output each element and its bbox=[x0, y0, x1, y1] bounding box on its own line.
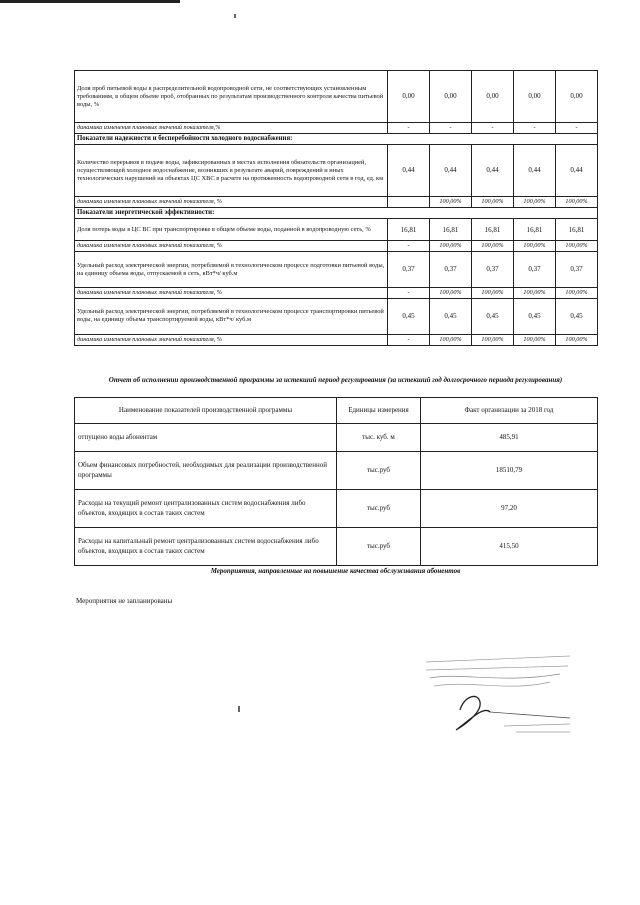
indicator-value: 16,81 bbox=[556, 219, 598, 241]
dynamics-value: - bbox=[388, 123, 430, 134]
indicator-label: Доля проб питьевой воды в распределительной водопроводной сети, не соответствующих установленным требованиям, в общем объеме проб, отобранных по результатам производственного контроля качества питьевой воды, % bbox=[75, 71, 388, 123]
dynamics-row bbox=[75, 241, 598, 252]
indicator-row bbox=[75, 298, 598, 334]
report-row-unit: тыс.руб bbox=[337, 490, 421, 528]
dynamics-value: 100,00% bbox=[430, 241, 472, 252]
dynamics-value: - bbox=[472, 123, 514, 134]
report-row bbox=[75, 452, 598, 490]
report-table bbox=[74, 397, 598, 566]
indicator-value: 0,44 bbox=[472, 145, 514, 197]
indicator-value: 0,44 bbox=[556, 145, 598, 197]
scan-mark bbox=[234, 14, 236, 18]
dynamics-value: 100,00% bbox=[556, 288, 598, 299]
dynamics-row bbox=[75, 123, 598, 134]
indicator-value: 0,37 bbox=[472, 252, 514, 288]
dynamics-value: - bbox=[430, 123, 472, 134]
dynamics-value: 100,00% bbox=[472, 288, 514, 299]
indicators-table-body bbox=[75, 71, 598, 346]
dynamics-row bbox=[75, 288, 598, 299]
report-row-unit: тыс. куб. м bbox=[337, 424, 421, 452]
dynamics-value: 100,00% bbox=[514, 241, 556, 252]
report-row-value: 415,50 bbox=[421, 528, 598, 566]
indicator-label: Доля потерь воды в ЦС ВС при транспортировке в общем объеме воды, поданной в водопроводную сеть, % bbox=[75, 219, 388, 241]
indicators-table bbox=[74, 70, 598, 346]
report-row-name: отпущено воды абонентам bbox=[75, 424, 337, 452]
indicator-value: 0,37 bbox=[556, 252, 598, 288]
indicator-value: 0,44 bbox=[514, 145, 556, 197]
dynamics-value: 100,00% bbox=[556, 241, 598, 252]
report-title: Отчет об исполнении производственной программы за истекший период регулирования (за истекший год долгосрочного периода регулирования) bbox=[108, 376, 563, 384]
dynamics-row bbox=[75, 334, 598, 345]
dynamics-label: динамика изменения плановых значений показателя, % bbox=[75, 241, 388, 252]
scan-mark bbox=[238, 706, 240, 712]
measures-title: Мероприятия, направленные на повышение качества обслуживания абонентов bbox=[210, 567, 461, 575]
dynamics-value: 100,00% bbox=[472, 334, 514, 345]
section-header-row bbox=[75, 133, 598, 144]
dynamics-value: - bbox=[388, 241, 430, 252]
indicator-value: 0,37 bbox=[514, 252, 556, 288]
indicator-value: 0,37 bbox=[388, 252, 430, 288]
section-header-row bbox=[75, 207, 598, 218]
header-fact: Факт организации за 2018 год bbox=[421, 398, 598, 424]
measures-text: Мероприятия не запланированы bbox=[76, 597, 173, 605]
dynamics-value: - bbox=[514, 123, 556, 134]
indicator-value: 0,45 bbox=[430, 298, 472, 334]
indicator-value: 0,00 bbox=[388, 71, 430, 123]
report-row-value: 97,20 bbox=[421, 490, 598, 528]
top-edge-line bbox=[0, 0, 180, 3]
dynamics-label: динамика изменения плановых значений показателя,% bbox=[75, 123, 388, 134]
indicator-label: Удельный расход электрической энергии, потребляемой в технологическом процессе подготовки питьевой воды, на единицу объема воды, отпускаемой в сеть, кВт*ч/ куб.м bbox=[75, 252, 388, 288]
dynamics-value: 100,00% bbox=[430, 288, 472, 299]
indicator-row bbox=[75, 145, 598, 197]
dynamics-value: 100,00% bbox=[472, 241, 514, 252]
dynamics-value: 100,00% bbox=[514, 334, 556, 345]
dynamics-value: 100,00% bbox=[430, 197, 472, 208]
indicator-value: 0,44 bbox=[388, 145, 430, 197]
report-row-name: Расходы на капитальный ремонт централизованных систем водоснабжения либо объектов, входящих в состав таких систем bbox=[75, 528, 337, 566]
indicator-value: 0,00 bbox=[556, 71, 598, 123]
report-row-value: 18510,79 bbox=[421, 452, 598, 490]
header-unit: Единицы измерения bbox=[337, 398, 421, 424]
dynamics-label: динамика изменения плановых значений показателя, % bbox=[75, 288, 388, 299]
indicator-value: 0,45 bbox=[388, 298, 430, 334]
indicator-value: 0,45 bbox=[472, 298, 514, 334]
report-row bbox=[75, 490, 598, 528]
indicator-value: 0,00 bbox=[430, 71, 472, 123]
indicator-value: 0,00 bbox=[514, 71, 556, 123]
dynamics-value: 100,00% bbox=[556, 334, 598, 345]
report-row-name: Объем финансовых потребностей, необходимых для реализации производственной программы bbox=[75, 452, 337, 490]
section-title: Показатели энергетической эффективности: bbox=[75, 207, 598, 218]
indicator-value: 0,44 bbox=[430, 145, 472, 197]
dynamics-row bbox=[75, 197, 598, 208]
dynamics-value: 100,00% bbox=[556, 197, 598, 208]
report-row-name: Расходы на текущий ремонт централизованных систем водоснабжения либо объектов, входящих в состав таких систем bbox=[75, 490, 337, 528]
dynamics-value: - bbox=[388, 334, 430, 345]
header-indicator-name: Наименование показателей производственной программы bbox=[75, 398, 337, 424]
indicator-row bbox=[75, 252, 598, 288]
dynamics-value: 100,00% bbox=[514, 197, 556, 208]
dynamics-value: 100,00% bbox=[514, 288, 556, 299]
report-row-value: 485,91 bbox=[421, 424, 598, 452]
signature-stamp bbox=[420, 652, 580, 742]
indicator-value: 16,81 bbox=[514, 219, 556, 241]
report-row-unit: тыс.руб bbox=[337, 528, 421, 566]
dynamics-value: 100,00% bbox=[472, 197, 514, 208]
indicator-label: Удельный расход электрической энергии, потребляемой в технологическом процессе транспортировки питьевой воды, на единицу объема транспортируемой воды, кВт*ч/ куб.м bbox=[75, 298, 388, 334]
dynamics-value: - bbox=[556, 123, 598, 134]
dynamics-value: 100,00% bbox=[430, 334, 472, 345]
report-header-row bbox=[75, 398, 598, 424]
report-row-unit: тыс.руб bbox=[337, 452, 421, 490]
indicator-value: 0,45 bbox=[514, 298, 556, 334]
indicator-value: 0,37 bbox=[430, 252, 472, 288]
indicator-value: 0,45 bbox=[556, 298, 598, 334]
indicator-value: 0,00 bbox=[472, 71, 514, 123]
indicator-value: 16,81 bbox=[472, 219, 514, 241]
indicator-row bbox=[75, 71, 598, 123]
dynamics-label: динамика изменения плановых значений показателя, % bbox=[75, 334, 388, 345]
section-title: Показатели надежности и бесперебойности холодного водоснабжения: bbox=[75, 133, 598, 144]
report-row bbox=[75, 424, 598, 452]
dynamics-label: динамика изменения плановых значений показателя, % bbox=[75, 197, 388, 208]
report-row bbox=[75, 528, 598, 566]
indicator-row bbox=[75, 219, 598, 241]
indicator-value: 16,81 bbox=[388, 219, 430, 241]
indicator-label: Количество перерывов в подаче воды, зафиксированных в местах исполнения обязательств организацией, осуществляющей холодное водоснабжение, возникших в результате аварий, повреждений и иных технологических нарушений на объектах ЦС ХВС в расчете на протяженность водопроводной сети в год, ед. км bbox=[75, 145, 388, 197]
indicator-value: 16,81 bbox=[430, 219, 472, 241]
dynamics-value bbox=[388, 197, 430, 208]
dynamics-value: - bbox=[388, 288, 430, 299]
